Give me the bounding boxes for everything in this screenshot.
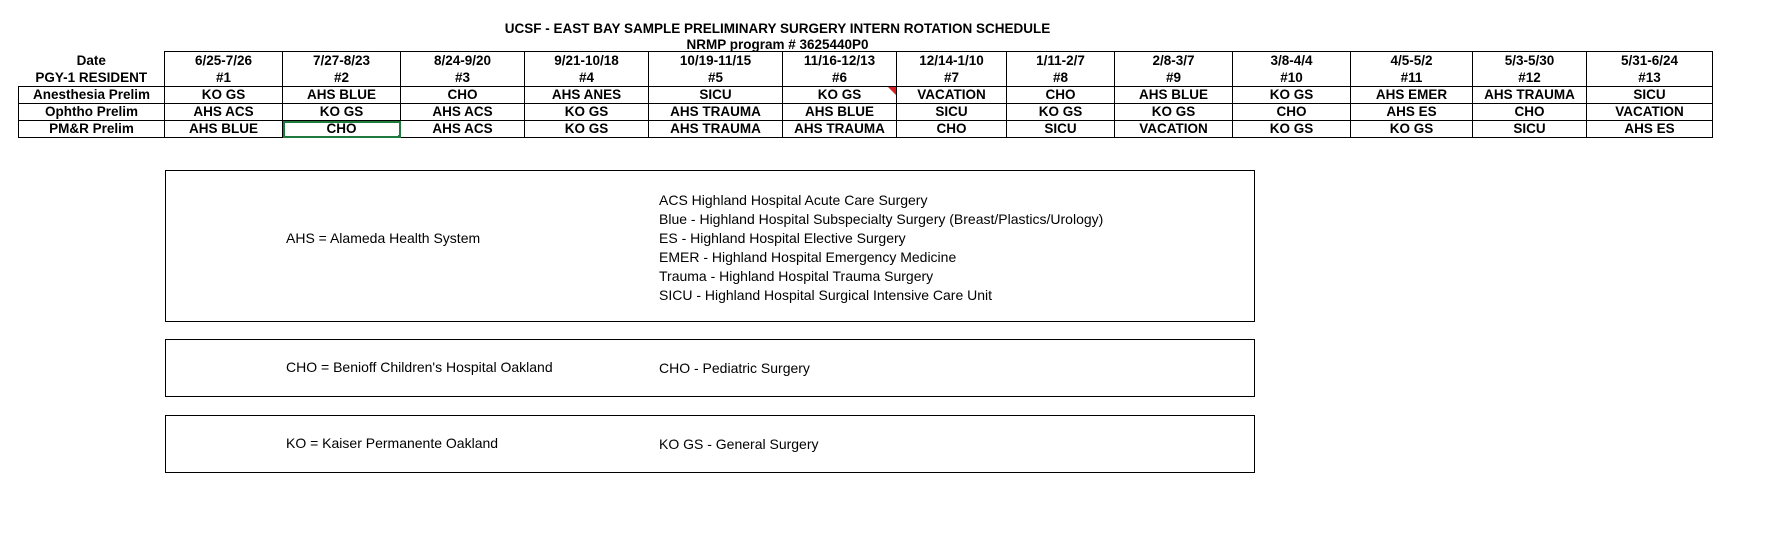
resident-name[interactable]: Anesthesia Prelim (19, 87, 165, 104)
ahs-definitions (659, 191, 1103, 305)
rotation-cell[interactable]: KO GS (1115, 104, 1233, 121)
rotation-cell[interactable]: KO GS (1351, 121, 1473, 138)
rotation-cell[interactable]: CHO (1233, 104, 1351, 121)
rotation-cell[interactable]: AHS ACS (401, 121, 525, 138)
ahs-definition: ES - Highland Hospital Elective Surgery (659, 230, 906, 246)
rotation-cell[interactable]: AHS TRAUMA (783, 121, 897, 138)
page-title: UCSF - EAST BAY SAMPLE PRELIMINARY SURGERY INTERN ROTATION SCHEDULE (504, 21, 1051, 36)
rotation-cell[interactable]: VACATION (897, 87, 1007, 104)
resident-name[interactable]: Ophtho Prelim (19, 104, 165, 121)
rotation-cell[interactable]: AHS ANES (525, 87, 649, 104)
date-range-header[interactable]: 8/24-9/20 (401, 52, 525, 70)
rotation-cell[interactable]: AHS TRAUMA (649, 104, 783, 121)
rotation-cell[interactable]: KO GS (525, 121, 649, 138)
block-number-header[interactable]: #8 (1007, 69, 1115, 87)
rotation-cell[interactable]: VACATION (1587, 104, 1713, 121)
rotation-cell[interactable]: AHS ES (1587, 121, 1713, 138)
ko-definitions (659, 435, 819, 454)
rotation-cell[interactable]: VACATION (1115, 121, 1233, 138)
date-range-header[interactable]: 4/5-5/2 (1351, 52, 1473, 70)
ahs-definition: Trauma - Highland Hospital Trauma Surgery (659, 268, 934, 284)
rotation-schedule-table (18, 51, 1713, 138)
rotation-cell[interactable]: AHS BLUE (1115, 87, 1233, 104)
block-number-header[interactable]: #13 (1587, 69, 1713, 87)
resident-label: PGY-1 RESIDENT (35, 70, 148, 85)
block-number-header[interactable]: #5 (649, 69, 783, 87)
rotation-cell[interactable]: KO GS (165, 87, 283, 104)
date-range-header[interactable]: 6/25-7/26 (165, 52, 283, 70)
block-number-header[interactable]: #10 (1233, 69, 1351, 87)
date-range-header[interactable]: 12/14-1/10 (897, 52, 1007, 70)
block-number-header[interactable]: #3 (401, 69, 525, 87)
date-range-header[interactable]: 9/21-10/18 (525, 52, 649, 70)
rotation-cell[interactable]: AHS TRAUMA (649, 121, 783, 138)
block-header-row (19, 69, 1713, 87)
cho-definitions (659, 359, 810, 378)
block-number-header[interactable]: #4 (525, 69, 649, 87)
rotation-cell[interactable]: KO GS (525, 104, 649, 121)
ahs-legend-box (165, 170, 1255, 322)
rotation-cell[interactable]: CHO (897, 121, 1007, 138)
rotation-cell[interactable]: KO GS (1233, 87, 1351, 104)
ahs-definition: SICU - Highland Hospital Surgical Intensive Care Unit (659, 287, 993, 303)
block-number-header[interactable]: #12 (1473, 69, 1587, 87)
block-number-header[interactable]: #6 (783, 69, 897, 87)
resident-row (19, 87, 1713, 104)
ahs-definition: Blue - Highland Hospital Subspecialty Surgery (Breast/Plastics/Urology) (659, 211, 1104, 227)
ahs-abbreviation: AHS = Alameda Health System (286, 230, 481, 246)
ko-abbreviation: KO = Kaiser Permanente Oakland (286, 435, 499, 451)
rotation-cell[interactable]: AHS TRAUMA (1473, 87, 1587, 104)
rotation-cell[interactable]: CHO (1007, 87, 1115, 104)
rotation-cell[interactable]: KO GS (283, 104, 401, 121)
rotation-cell[interactable]: KO GS (783, 87, 897, 104)
date-range-header[interactable]: 2/8-3/7 (1115, 52, 1233, 70)
rotation-cell[interactable]: KO GS (1007, 104, 1115, 121)
resident-name[interactable]: PM&R Prelim (19, 121, 165, 138)
rotation-cell[interactable]: SICU (1473, 121, 1587, 138)
ko-legend-box (165, 415, 1255, 473)
rotation-cell[interactable]: SICU (897, 104, 1007, 121)
block-number-header[interactable]: #11 (1351, 69, 1473, 87)
date-label: Date (76, 52, 106, 68)
block-number-header[interactable]: #9 (1115, 69, 1233, 87)
ahs-definition: EMER - Highland Hospital Emergency Medicine (659, 249, 957, 265)
date-range-header[interactable]: 3/8-4/4 (1233, 52, 1351, 70)
rotation-cell[interactable]: AHS ES (1351, 104, 1473, 121)
date-range-header[interactable]: 5/31-6/24 (1587, 52, 1713, 70)
rotation-cell[interactable]: AHS ACS (165, 104, 283, 121)
rotation-cell[interactable]: KO GS (1233, 121, 1351, 138)
rotation-cell[interactable]: SICU (649, 87, 783, 104)
block-number-header[interactable]: #7 (897, 69, 1007, 87)
date-range-header[interactable]: 11/16-12/13 (783, 52, 897, 70)
resident-row (19, 104, 1713, 121)
rotation-cell[interactable]: CHO (1473, 104, 1587, 121)
block-number-header[interactable]: #1 (165, 69, 283, 87)
ko-definition: KO GS - General Surgery (659, 436, 819, 452)
cho-legend-box (165, 339, 1255, 397)
resident-row (19, 121, 1713, 138)
rotation-cell[interactable]: SICU (1587, 87, 1713, 104)
rotation-cell[interactable]: CHO (401, 87, 525, 104)
ahs-definition: ACS Highland Hospital Acute Care Surgery (659, 192, 928, 208)
rotation-cell[interactable]: CHO (283, 121, 401, 138)
date-range-header[interactable]: 10/19-11/15 (649, 52, 783, 70)
date-range-header[interactable]: 1/11-2/7 (1007, 52, 1115, 70)
date-range-header[interactable]: 7/27-8/23 (283, 52, 401, 70)
date-range-header[interactable]: 5/3-5/30 (1473, 52, 1587, 70)
rotation-cell[interactable]: AHS BLUE (165, 121, 283, 138)
cho-abbreviation: CHO = Benioff Children's Hospital Oakland (286, 359, 553, 375)
date-header-row (19, 52, 1713, 70)
rotation-cell[interactable]: AHS BLUE (283, 87, 401, 104)
rotation-cell[interactable]: AHS EMER (1351, 87, 1473, 104)
rotation-cell[interactable]: AHS ACS (401, 104, 525, 121)
page-subtitle: NRMP program # 3625440P0 (686, 37, 869, 52)
block-number-header[interactable]: #2 (283, 69, 401, 87)
cho-definition: CHO - Pediatric Surgery (659, 360, 810, 376)
rotation-cell[interactable]: AHS BLUE (783, 104, 897, 121)
rotation-cell[interactable]: SICU (1007, 121, 1115, 138)
